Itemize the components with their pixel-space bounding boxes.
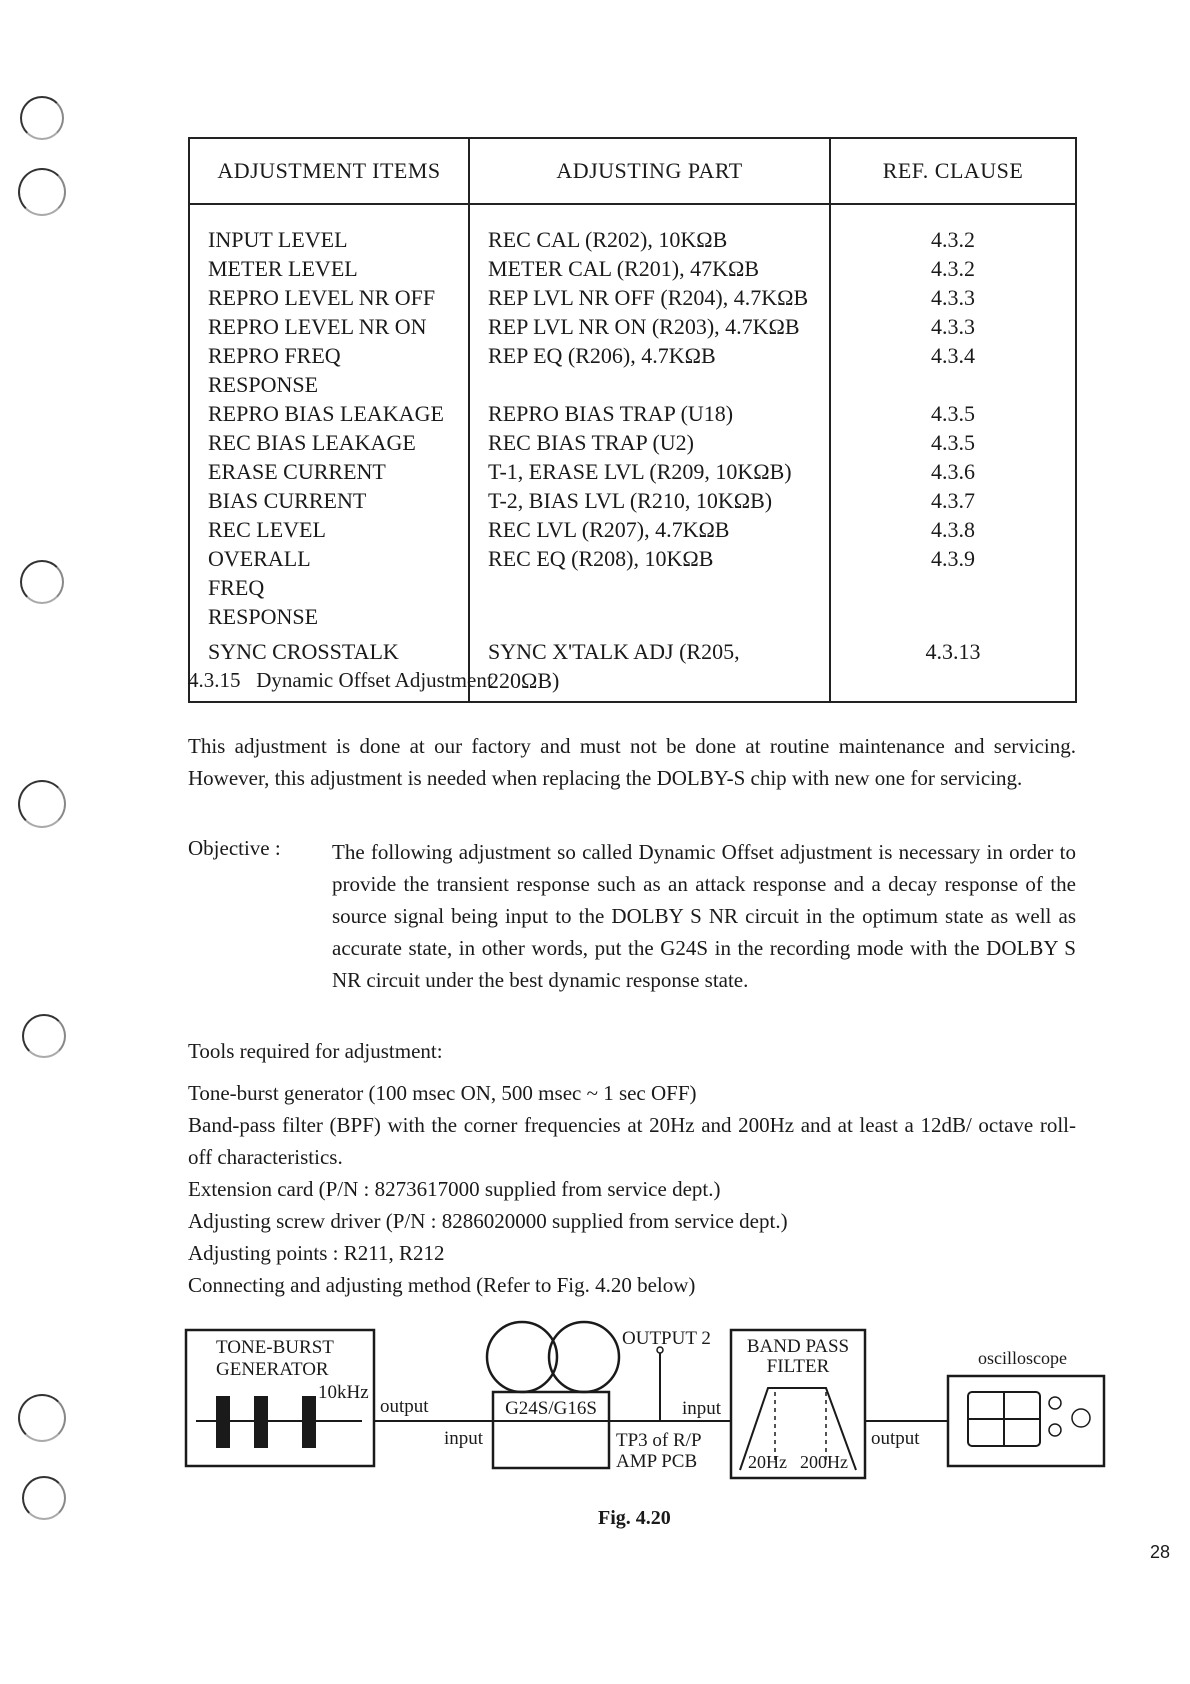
column-header-ref: REF. CLAUSE (830, 138, 1076, 204)
bpf-label-line1: BAND PASS (746, 1336, 850, 1357)
item-cell: REC BIAS LEAKAGE (189, 428, 469, 457)
part-cell: REC CAL (R202), 10KΩB (469, 204, 830, 254)
part-cell: REP LVL NR ON (R203), 4.7KΩB (469, 312, 830, 341)
list-item: Band-pass filter (BPF) with the corner frequencies at 20Hz and 200Hz and at least a 12dB/ octave roll-off characteristics. (188, 1113, 1076, 1169)
oscilloscope-label: oscilloscope (978, 1348, 1067, 1368)
device-label: G24S/G16S (505, 1398, 597, 1419)
ref-cell: 4.3.2 (830, 254, 1076, 283)
item-cell: REPRO FREQ RESPONSE (189, 341, 469, 399)
tp3-label-line1: TP3 of R/P (616, 1430, 702, 1451)
bpf-high-frequency: 200Hz (800, 1452, 848, 1472)
reel-icon (487, 1322, 557, 1392)
oscilloscope-screen-icon (968, 1392, 1090, 1446)
item-cell: ERASE CURRENT (189, 457, 469, 486)
list-item: Adjusting points : R211, R212 (188, 1241, 445, 1265)
item-cell: BIAS CURRENT (189, 486, 469, 515)
ref-cell: 4.3.4 (830, 341, 1076, 399)
bpf-input-label: input (682, 1398, 722, 1419)
device-input-label: input (444, 1428, 484, 1449)
intro-paragraph: This adjustment is done at our factory and must not be done at routine maintenance and servicing. However, this adjustment is needed when replacing the DOLBY-S chip with new one for servicing. (188, 734, 1076, 790)
tools-heading: Tools required for adjustment: (188, 1039, 443, 1063)
ref-cell: 4.3.3 (830, 312, 1076, 341)
item-cell: REPRO LEVEL NR ON (189, 312, 469, 341)
tp3-label-line2: AMP PCB (616, 1451, 698, 1472)
item-cell: REC LEVEL (189, 515, 469, 544)
list-item: Adjusting screw driver (P/N : 8286020000 supplied from service dept.) (188, 1209, 788, 1233)
generator-label-line2: GENERATOR (216, 1359, 329, 1380)
ref-cell: 4.3.6 (830, 457, 1076, 486)
part-cell: REPRO BIAS TRAP (U18) (469, 399, 830, 428)
section-title: Dynamic Offset Adjustment (256, 668, 493, 692)
ref-cell: 4.3.8 (830, 515, 1076, 544)
list-item: Extension card (P/N : 8273617000 supplied from service dept.) (188, 1177, 721, 1201)
ref-cell: 4.3.7 (830, 486, 1076, 515)
part-cell: T-1, ERASE LVL (R209, 10KΩB) (469, 457, 830, 486)
tone-burst-waveform-icon (196, 1396, 362, 1448)
part-cell: SYNC X'TALK ADJ (R205, 220ΩB) (469, 631, 830, 702)
part-cell: REC LVL (R207), 4.7KΩB (469, 515, 830, 544)
column-header-part: ADJUSTING PART (469, 138, 830, 204)
ref-cell: 4.3.13 (830, 631, 1076, 702)
generator-output-label: output (380, 1396, 429, 1417)
item-cell: REPRO BIAS LEAKAGE (189, 399, 469, 428)
ref-cell: 4.3.3 (830, 283, 1076, 312)
part-cell: T-2, BIAS LVL (R210, 10KΩB) (469, 486, 830, 515)
bpf-output-label: output (871, 1428, 920, 1449)
bpf-low-frequency: 20Hz (748, 1452, 787, 1472)
part-cell: METER CAL (R201), 47KΩB (469, 254, 830, 283)
part-cell: REC BIAS TRAP (U2) (469, 428, 830, 457)
list-item: Connecting and adjusting method (Refer to Fig. 4.20 below) (188, 1273, 696, 1297)
section-number: 4.3.15 (188, 668, 241, 692)
generator-label-line1: TONE-BURST (216, 1337, 334, 1358)
list-item: Tone-burst generator (100 msec ON, 500 msec ~ 1 sec OFF) (188, 1081, 697, 1105)
reel-icon (549, 1322, 619, 1392)
output2-label: OUTPUT 2 (622, 1328, 711, 1349)
page-number: 28 (1150, 1542, 1171, 1562)
ref-cell: 4.3.9 (830, 544, 1076, 631)
column-header-items: ADJUSTMENT ITEMS (189, 138, 469, 204)
figure-caption: Fig. 4.20 (598, 1507, 671, 1529)
part-cell: REC EQ (R208), 10KΩB (469, 544, 830, 631)
item-cell: REPRO LEVEL NR OFF (189, 283, 469, 312)
item-cell: INPUT LEVEL (189, 204, 469, 254)
ref-cell: 4.3.2 (830, 204, 1076, 254)
part-cell: REP LVL NR OFF (R204), 4.7KΩB (469, 283, 830, 312)
objective-label: Objective : (188, 836, 281, 860)
bpf-label-line2: FILTER (766, 1356, 830, 1377)
ref-cell: 4.3.5 (830, 399, 1076, 428)
generator-frequency: 10kHz (318, 1382, 369, 1403)
item-cell: OVERALL FREQ RESPONSE (189, 544, 469, 631)
part-cell: REP EQ (R206), 4.7KΩB (469, 341, 830, 399)
ref-cell: 4.3.5 (830, 428, 1076, 457)
item-cell: METER LEVEL (189, 254, 469, 283)
item-cell: SYNC CROSSTALK (189, 631, 469, 702)
oscilloscope-box (948, 1376, 1104, 1466)
objective-text: The following adjustment so called Dynamic Offset adjustment is necessary in order to provide the transient response such as an attack response and a decay response of the source signal being input to the DOLBY S NR circuit in the optimum state as well as accurate state, in other words, put the G24S in the recording mode with the DOLBY S NR circuit under the best dynamic response state. (332, 840, 1076, 992)
